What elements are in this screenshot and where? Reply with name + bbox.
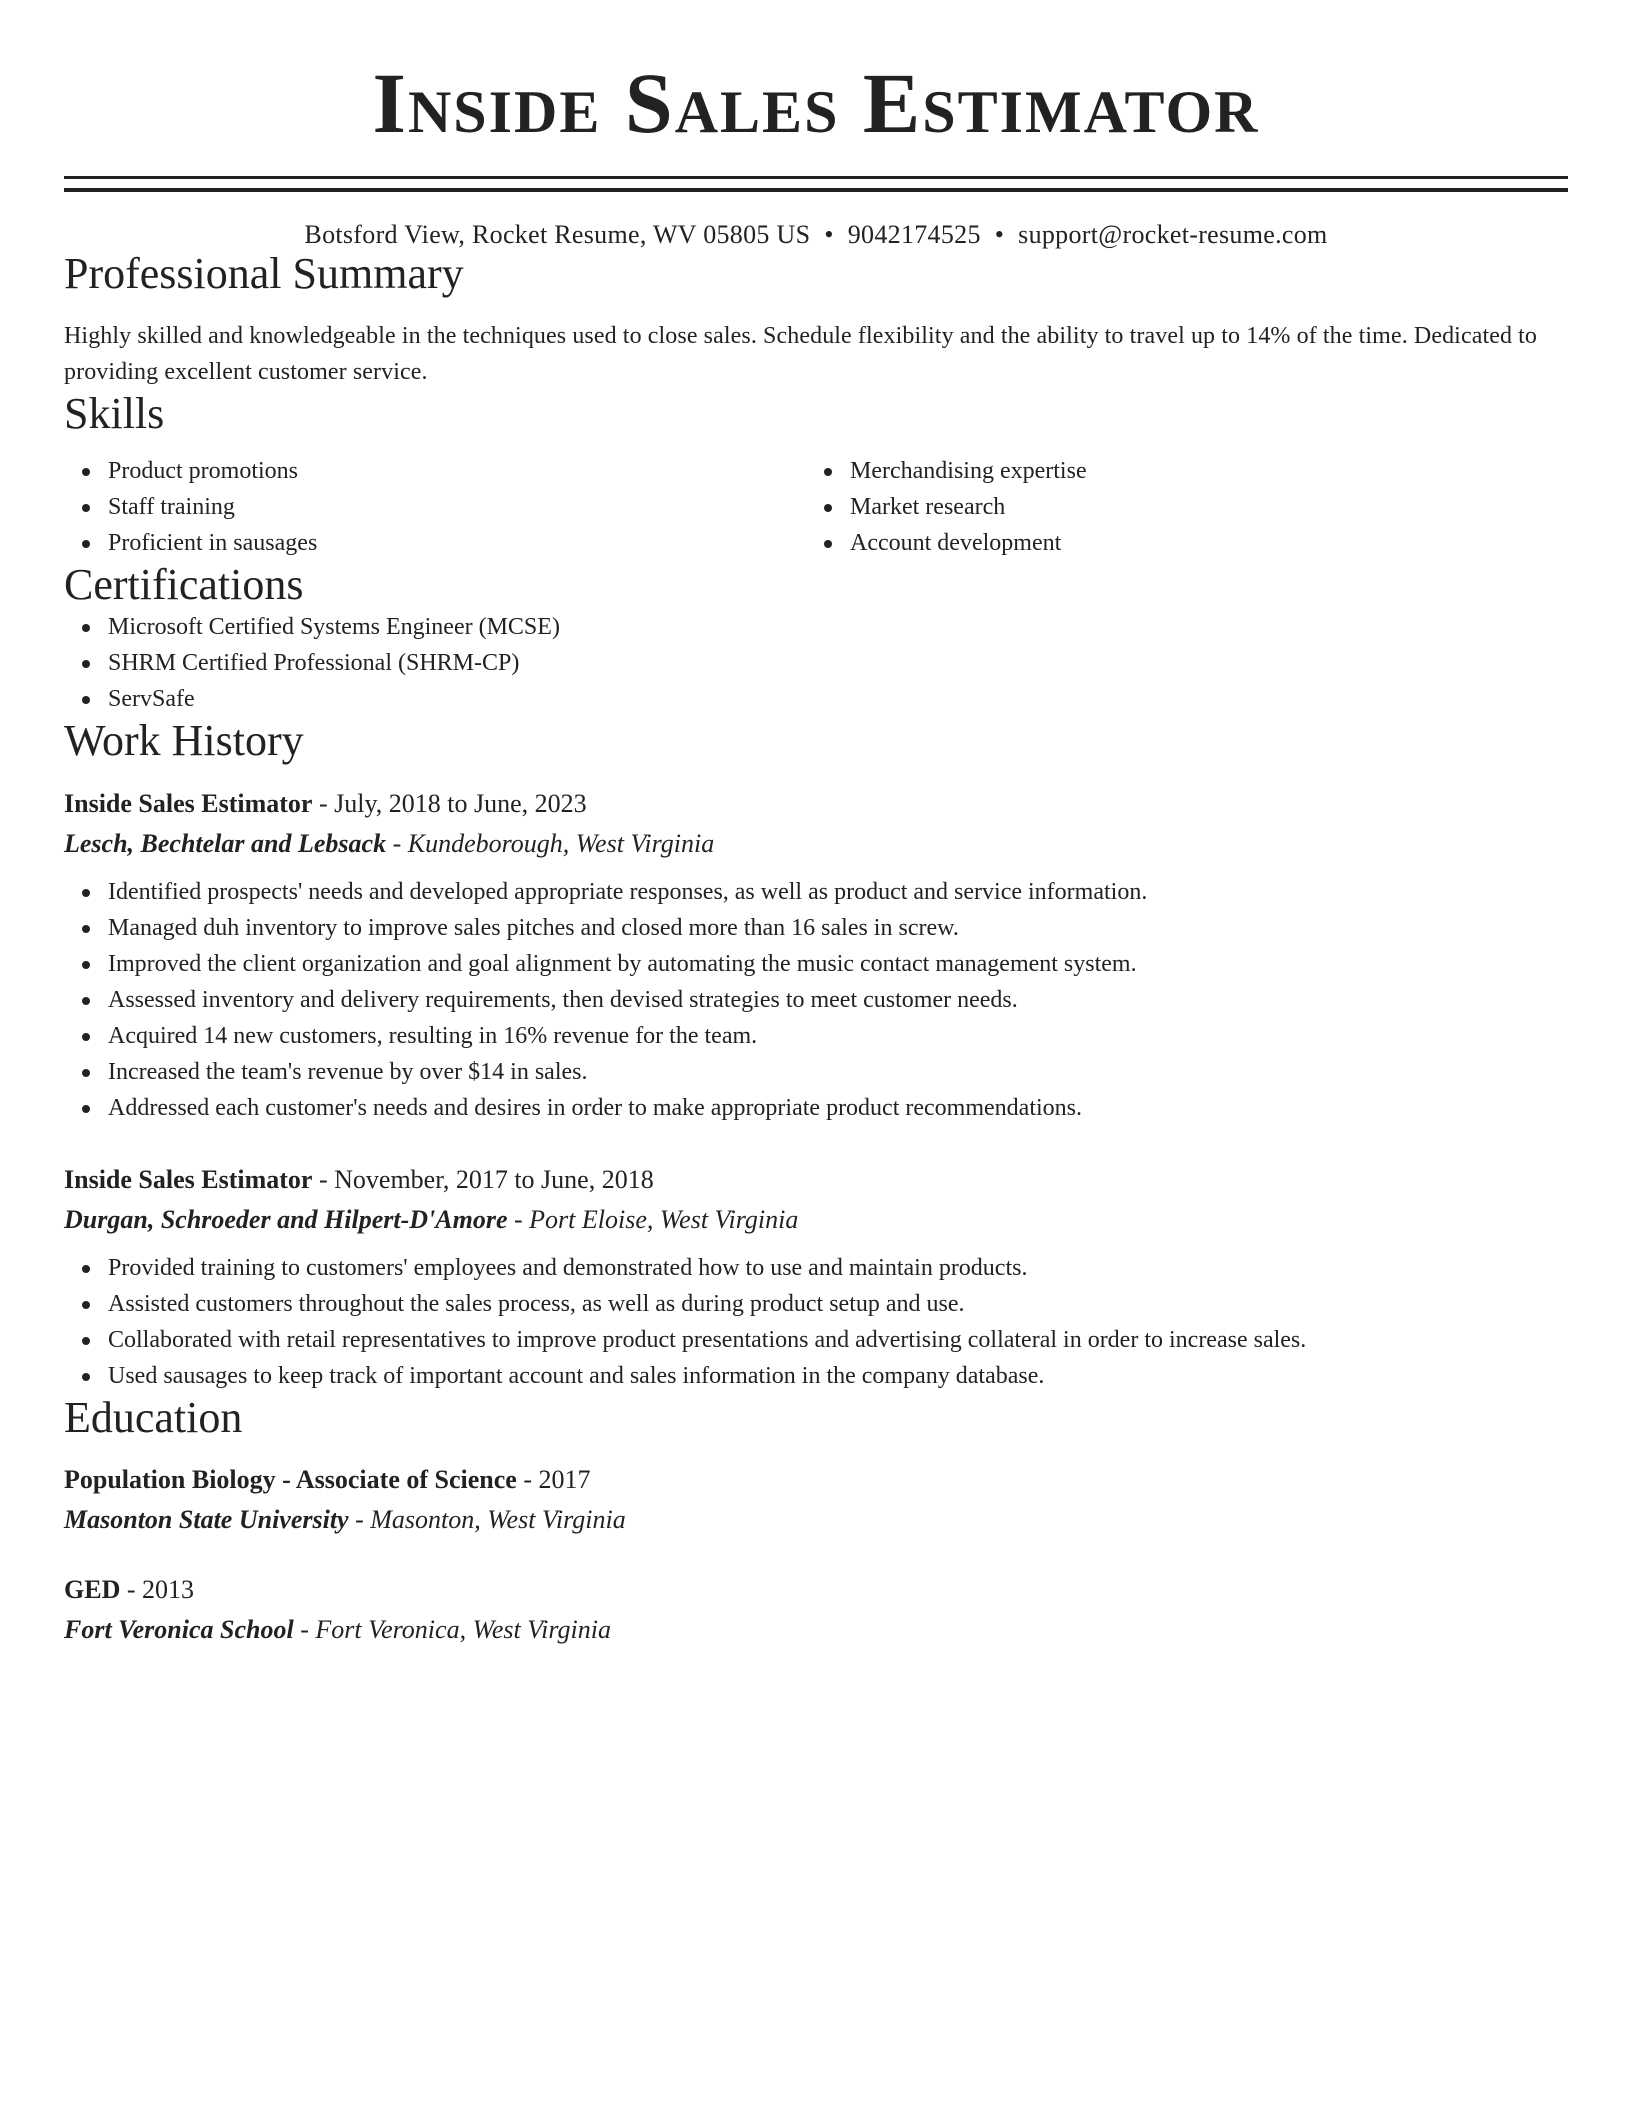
job-duty-text: Assessed inventory and delivery requirements, then devised strategies to meet customer needs.	[108, 986, 1018, 1013]
job-title: Inside Sales Estimator	[64, 1164, 313, 1194]
contact-phone: 9042174525	[847, 220, 981, 249]
job-duty-text: Managed duh inventory to improve sales pitches and closed more than 16 sales in screw.	[108, 914, 959, 941]
skill-label: Proficient in sausages	[108, 529, 318, 556]
education-institution	[64, 1500, 1568, 1540]
skill-label: Staff training	[108, 493, 235, 520]
bullet-icon	[82, 624, 90, 632]
bullet-icon	[82, 1069, 90, 1077]
skill-item	[806, 489, 1548, 525]
contact-address: Botsford View, Rocket Resume, WV 05805 US	[304, 220, 811, 249]
education-location: Masonton, West Virginia	[370, 1504, 626, 1534]
skill-item	[64, 453, 806, 489]
dash: -	[514, 1204, 523, 1234]
job-entry	[64, 784, 1568, 1126]
certifications-list	[64, 609, 1568, 717]
job-duty-text: Used sausages to keep track of important account and sales information in the company database.	[108, 1362, 1045, 1389]
job-location: Kundeborough, West Virginia	[407, 828, 715, 858]
skill-label: Product promotions	[108, 457, 298, 484]
skills-left-column	[64, 453, 806, 561]
bullet-icon	[82, 1301, 90, 1309]
job-company: Durgan, Schroeder and Hilpert-D'Amore	[64, 1204, 508, 1234]
bullet-icon	[82, 1373, 90, 1381]
job-duty-text: Collaborated with retail representatives to improve product presentations and advertising collateral in order to increase sales.	[108, 1326, 1307, 1353]
job-company: Lesch, Bechtelar and Lebsack	[64, 828, 387, 858]
skill-item	[64, 489, 806, 525]
job-duty-text: Assisted customers throughout the sales process, as well as during product setup and use.	[108, 1290, 965, 1317]
job-duties-list	[64, 1250, 1568, 1394]
dash: -	[523, 1464, 532, 1494]
education-year: 2013	[142, 1574, 195, 1604]
job-organization	[64, 1200, 1568, 1240]
resume-title: Inside Sales Estimator	[372, 55, 1260, 151]
certification-item	[64, 645, 1568, 681]
certification-item	[64, 609, 1568, 645]
bullet-icon	[824, 540, 832, 548]
education-year: 2017	[538, 1464, 591, 1494]
education-entry	[64, 1570, 1568, 1650]
job-duty-text: Increased the team's revenue by over $14 in sales.	[108, 1058, 588, 1085]
bullet-icon	[82, 468, 90, 476]
skill-label: Account development	[850, 529, 1062, 556]
skill-label: Merchandising expertise	[850, 457, 1087, 484]
job-duty	[64, 910, 1568, 946]
job-duty	[64, 1250, 1568, 1286]
bullet-icon	[82, 997, 90, 1005]
certification-label: SHRM Certified Professional (SHRM-CP)	[108, 650, 520, 677]
job-duty-text: Provided training to customers' employees and demonstrated how to use and maintain products.	[108, 1254, 1028, 1281]
work-history-heading: Work History	[64, 716, 304, 766]
bullet-icon	[82, 961, 90, 969]
bullet-icon	[82, 1105, 90, 1113]
education-heading: Education	[64, 1392, 243, 1442]
bullet-icon	[82, 1033, 90, 1041]
job-duty	[64, 982, 1568, 1018]
bullet-icon	[82, 660, 90, 668]
job-duty-text: Acquired 14 new customers, resulting in 16% revenue for the team.	[108, 1022, 758, 1049]
job-duty-text: Identified prospects' needs and developed appropriate responses, as well as product and service information.	[108, 878, 1148, 905]
job-duty	[64, 1054, 1568, 1090]
skills-right-column	[806, 453, 1548, 561]
bullet-icon	[824, 468, 832, 476]
bullet-icon	[82, 1337, 90, 1345]
contact-line	[64, 220, 1568, 250]
bullet-icon	[824, 504, 832, 512]
job-duty	[64, 1018, 1568, 1054]
certification-label: Microsoft Certified Systems Engineer (MCSE)	[108, 614, 560, 641]
dash: -	[392, 828, 402, 858]
job-dates: November, 2017 to June, 2018	[334, 1164, 654, 1194]
skills-grid	[64, 453, 1568, 561]
bullet-icon	[82, 696, 90, 704]
job-title: Inside Sales Estimator	[64, 788, 313, 818]
certification-item	[64, 681, 1568, 717]
job-duty	[64, 1286, 1568, 1322]
education-header	[64, 1460, 1568, 1500]
bullet-icon	[82, 1265, 90, 1273]
education-entry	[64, 1460, 1568, 1540]
job-duties-list	[64, 874, 1568, 1126]
job-duty	[64, 1358, 1568, 1394]
education-degree: Population Biology - Associate of Science	[64, 1464, 517, 1494]
job-location: Port Eloise, West Virginia	[529, 1204, 799, 1234]
job-duty-text: Improved the client organization and goal alignment by automating the music contact management system.	[108, 950, 1137, 977]
job-dates: July, 2018 to June, 2023	[334, 788, 587, 818]
skill-item	[806, 525, 1548, 561]
skill-item	[806, 453, 1548, 489]
job-duty	[64, 1322, 1568, 1358]
education-header	[64, 1570, 1568, 1610]
bullet-icon	[82, 889, 90, 897]
dash: -	[318, 1164, 328, 1194]
dash: -	[355, 1504, 364, 1534]
job-header	[64, 784, 1568, 824]
bullet-icon	[82, 504, 90, 512]
title-double-rule	[64, 176, 1568, 192]
skill-item	[64, 525, 806, 561]
dash: -	[318, 788, 328, 818]
dash: -	[300, 1614, 309, 1644]
education-school: Masonton State University	[64, 1504, 349, 1534]
summary-heading: Professional Summary	[64, 249, 464, 298]
certifications-heading: Certifications	[64, 559, 304, 609]
dash: -	[126, 1574, 136, 1604]
job-duty	[64, 1090, 1568, 1126]
education-degree: GED	[64, 1574, 121, 1604]
job-organization	[64, 824, 1568, 864]
summary-text: Highly skilled and knowledgeable in the techniques used to close sales. Schedule flexibility and the ability to travel up to 14% of the time. Dedicated to providing excellent customer service.	[64, 323, 1538, 386]
bullet-icon	[82, 925, 90, 933]
education-institution	[64, 1610, 1568, 1650]
bullet-icon	[82, 540, 90, 548]
contact-separator: •	[824, 220, 834, 249]
job-duty	[64, 946, 1568, 982]
skill-label: Market research	[850, 493, 1006, 520]
education-school: Fort Veronica School	[64, 1614, 294, 1644]
skills-heading: Skills	[64, 389, 165, 439]
contact-email: support@rocket-resume.com	[1018, 220, 1328, 249]
contact-separator: •	[994, 220, 1005, 249]
certification-label: ServSafe	[108, 686, 195, 713]
education-location: Fort Veronica, West Virginia	[315, 1614, 612, 1644]
job-entry	[64, 1160, 1568, 1394]
job-duty	[64, 874, 1568, 910]
job-header	[64, 1160, 1568, 1200]
job-duty-text: Addressed each customer's needs and desires in order to make appropriate product recommendations.	[108, 1094, 1082, 1121]
